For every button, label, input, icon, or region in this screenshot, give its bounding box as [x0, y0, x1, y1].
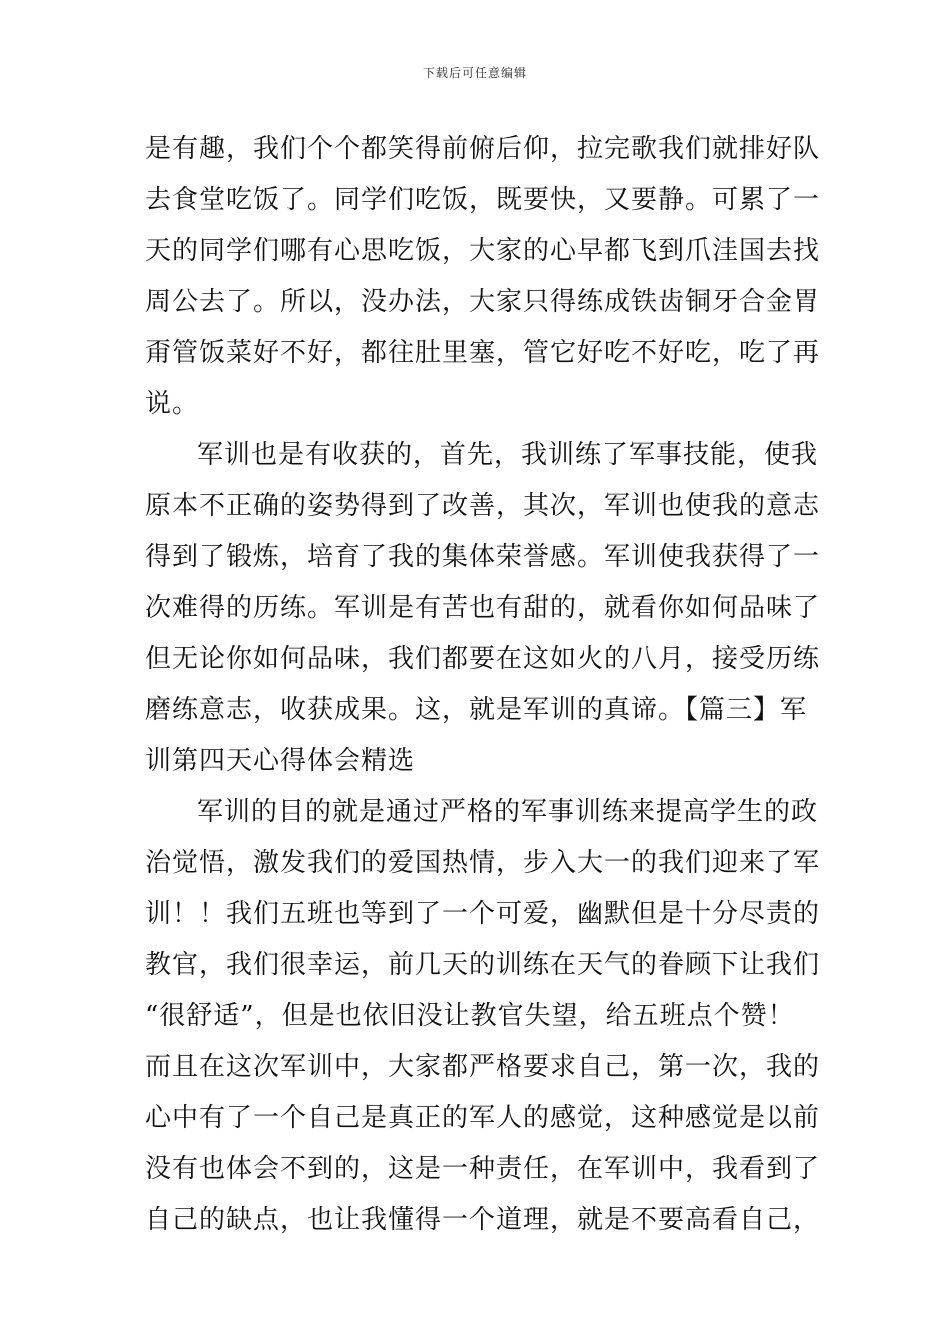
text-line: 次难得的历练。军训是有苦也有甜的，就看你如何品味了: [145, 593, 821, 623]
text-line: 原本不正确的姿势得到了改善，其次，军训也使我的意志: [145, 491, 821, 521]
text-line: 但无论你如何品味，我们都要在这如火的八月，接受历练: [145, 644, 821, 674]
text-line: 周公去了。所以，没办法，大家只得练成铁齿铜牙合金胃: [145, 287, 821, 317]
paragraph: [145, 787, 821, 1246]
text-line: 天的同学们哪有心思吃饭，大家的心早都飞到爪洼国去找: [145, 236, 821, 266]
text-line: “很舒适”，但是也依旧没让教官失望，给五班点个赞！: [145, 1001, 795, 1031]
text-line: 军训也是有收获的，首先，我训练了军事技能，使我: [197, 440, 819, 470]
text-line: 治觉悟，激发我们的爱国热情，步入大一的我们迎来了军: [145, 848, 821, 878]
text-line: 说。: [145, 389, 200, 419]
text-line: 训！！我们五班也等到了一个可爱，幽默但是十分尽责的: [145, 899, 821, 929]
text-line: 心中有了一个自己是真正的军人的感觉，这种感觉是以前: [145, 1103, 821, 1133]
text-line: 去食堂吃饭了。同学们吃饭，既要快，又要静。可累了一: [145, 185, 821, 215]
page-header: 下载后可任意编辑: [422, 66, 527, 80]
text-line: 磨练意志，收获成果。这，就是军训的真谛。【篇三】军: [145, 695, 808, 725]
document-body: [145, 124, 821, 1246]
text-line: 训第四天心得体会精选: [145, 746, 416, 776]
text-line: 而且在这次军训中，大家都严格要求自己，第一次，我的: [145, 1052, 821, 1082]
paragraph: [145, 124, 821, 430]
text-line: 没有也体会不到的，这是一种责任，在军训中，我看到了: [145, 1154, 821, 1184]
text-line: 得到了锻炼，培育了我的集体荣誉感。军训使我获得了一: [145, 542, 821, 572]
text-line: 是有趣，我们个个都笑得前俯后仰，拉完歌我们就排好队: [145, 134, 821, 164]
text-line: 教官，我们很幸运，前几天的训练在天气的眷顾下让我们: [145, 950, 821, 980]
text-line: 甭管饭菜好不好，都往肚里塞，管它好吃不好吃，吃了再: [145, 338, 821, 368]
text-line: 军训的目的就是通过严格的军事训练来提高学生的政: [197, 797, 819, 827]
paragraph: [145, 430, 821, 787]
text-line: 自己的缺点，也让我懂得一个道理，就是不要高看自己，: [145, 1205, 821, 1235]
